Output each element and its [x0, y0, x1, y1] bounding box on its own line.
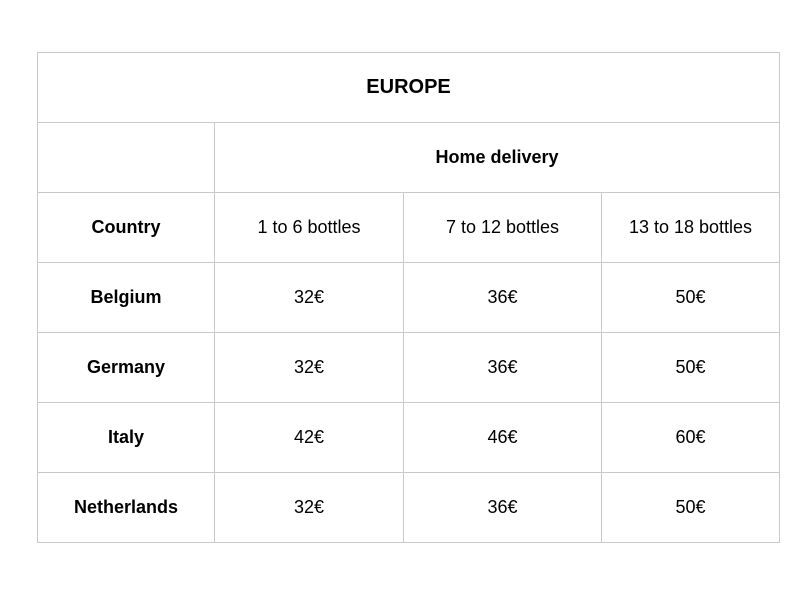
country-cell: Italy — [38, 403, 215, 473]
price-cell: 36€ — [404, 263, 602, 333]
price-cell: 32€ — [215, 333, 404, 403]
price-cell: 50€ — [602, 333, 780, 403]
column-header-7-to-12: 7 to 12 bottles — [404, 193, 602, 263]
table-column-header-row — [38, 193, 780, 263]
table-row — [38, 333, 780, 403]
country-cell: Netherlands — [38, 473, 215, 543]
price-cell: 36€ — [404, 333, 602, 403]
table-row — [38, 263, 780, 333]
price-cell: 46€ — [404, 403, 602, 473]
price-cell: 42€ — [215, 403, 404, 473]
table-row — [38, 473, 780, 543]
table-title-row — [38, 53, 780, 123]
price-cell: 50€ — [602, 263, 780, 333]
price-cell: 32€ — [215, 263, 404, 333]
price-cell: 60€ — [602, 403, 780, 473]
price-cell: 50€ — [602, 473, 780, 543]
table-group-header-row — [38, 123, 780, 193]
country-cell: Belgium — [38, 263, 215, 333]
country-cell: Germany — [38, 333, 215, 403]
table-title: EUROPE — [38, 53, 780, 123]
empty-header-cell — [38, 123, 215, 193]
price-cell: 32€ — [215, 473, 404, 543]
price-cell: 36€ — [404, 473, 602, 543]
group-header-home-delivery: Home delivery — [215, 123, 780, 193]
pricing-table — [37, 52, 780, 543]
column-header-1-to-6: 1 to 6 bottles — [215, 193, 404, 263]
column-header-country: Country — [38, 193, 215, 263]
table-row — [38, 403, 780, 473]
column-header-13-to-18: 13 to 18 bottles — [602, 193, 780, 263]
